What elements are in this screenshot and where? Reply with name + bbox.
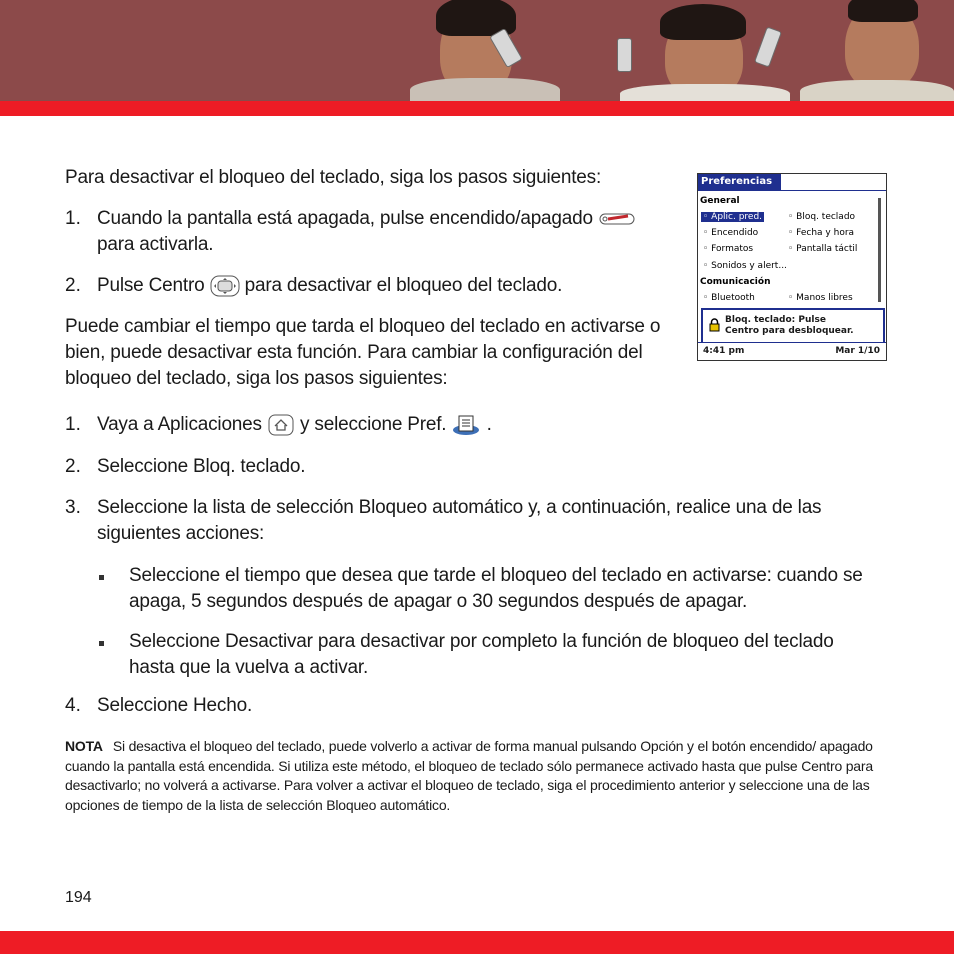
screen-item-pantalla: ◦ Pantalla táctil [788,244,858,254]
screen-item-label: Bluetooth [711,293,755,303]
step-text-line2: para activarla. [97,234,214,255]
power-button-icon [598,210,638,228]
screen-title-rule [698,190,886,191]
step-text-part: y seleccione Pref. [300,414,447,435]
step-text [97,273,562,299]
screen-time: 4:41 pm [703,346,745,356]
screen-item-manos: ◦ Manos libres [788,293,853,303]
header-banner [0,0,954,101]
screen-dialog-text [725,315,854,337]
intro-text: Para desactivar el bloqueo del teclado, siga los pasos siguientes: [65,167,602,188]
lock-icon [709,318,720,332]
screen-title: Preferencias [698,174,781,190]
step-number: 4. [65,695,81,716]
bullet-marker [99,575,104,580]
home-applications-icon [267,413,295,437]
screen-item-aplic: ◦ Aplic. pred. [703,212,763,222]
screen-item-bluetooth: ◦ Bluetooth [703,293,755,303]
screen-section-comm: Comunicación [700,277,771,287]
note-label: NOTA [65,738,103,754]
step-text-part: Pulse Centro [97,275,205,296]
step-text-part: Vaya a Aplicaciones [97,414,262,435]
step-text-line: Cuando la pantalla está apagada, pulse encendido/apagado [97,208,593,229]
footer-red-stripe [0,931,954,954]
screen-item-bloq: ◦ Bloq. teclado [788,212,856,222]
screen-item-encendido: ◦ Encendido [703,228,759,238]
paragraph-line: bloqueo del teclado, siga los pasos siguientes: [65,368,448,389]
step-text-part: para desactivar el bloqueo del teclado. [244,275,563,296]
screen-item-formatos: ◦ Formatos [703,244,754,254]
screen-item-label: Encendido [711,228,759,238]
preferences-app-icon [451,413,481,437]
bullet-text: Seleccione Desactivar para desactivar por completo la función de bloqueo del teclado [129,631,834,652]
person-shirt-3 [800,80,954,101]
bullet-text-line2: hasta que la vuelva a activar. [129,657,369,678]
step-number: 3. [65,497,81,518]
person-hair-2 [660,4,746,40]
step-text-part: . [486,414,492,435]
step-text [97,206,638,232]
screen-section-general: General [700,196,740,206]
screen-item-label: Sonidos y alert... [711,261,787,271]
step-text: Seleccione la lista de selección Bloqueo automático y, a continuación, realice una de las [97,497,822,518]
page-number: 194 [65,889,92,906]
screen-item-fecha: ◦ Fecha y hora [788,228,855,238]
note-text: Si desactiva el bloqueo del teclado, puede volverlo a activar de forma manual pulsando Opción y el botón encendido/ apagado cuando la pantalla está encendida. Si utiliza este método, el bloqueo de teclado sólo permanece activado hasta que pulse Centro para desactivarlo; no volverá a activarse. Para volver a activar el bloqueo de teclado, siga el procedimiento anterior y seleccione una de las opciones de tiempo de la lista de selección Bloqueo automático. [65,738,873,813]
screen-dialog-line: Centro para desbloquear. [725,326,854,336]
bullet-text-line2: apaga, 5 segundos después de apagar o 30 segundos después de apagar. [129,591,748,612]
center-button-icon [210,275,240,297]
screen-status-bar [698,342,886,361]
step-text [97,412,492,438]
screen-item-label: Fecha y hora [796,228,855,238]
bullet-marker [99,641,104,646]
screen-dialog-line: Bloq. teclado: Pulse [725,315,826,325]
step-number: 1. [65,208,81,229]
screen-item-label: Bloq. teclado [796,212,856,222]
phone-image-2 [617,38,632,72]
phone-image-3 [754,26,782,67]
header-red-stripe [0,101,954,116]
person-hair-3 [848,0,918,22]
person-shirt-2 [620,84,790,101]
paragraph-line: bien, puede desactivar esta función. Para cambiar la configuración del [65,342,643,363]
person-shirt-1 [410,78,560,101]
screen-item-sonidos: ◦ Sonidos y alert... [703,261,787,271]
step-text-line2: siguientes acciones: [97,523,265,544]
paragraph-line: Puede cambiar el tiempo que tarda el bloqueo del teclado en activarse o [65,316,661,337]
screen-item-label: Manos libres [796,293,853,303]
screen-item-label: Formatos [711,244,754,254]
bullet-text: Seleccione el tiempo que desea que tarde el bloqueo del teclado en activarse: cuando se [129,565,863,586]
step-number: 2. [65,456,81,477]
screen-item-label: Aplic. pred. [711,212,763,222]
step-text: Seleccione Hecho. [97,695,253,716]
step-number: 1. [65,414,81,435]
device-screenshot [697,173,887,361]
screen-scrollbar [878,198,881,302]
screen-date: Mar 1/10 [835,346,880,356]
step-text: Seleccione Bloq. teclado. [97,456,306,477]
step-number: 2. [65,275,81,296]
screen-item-label: Pantalla táctil [796,244,858,254]
note-block [65,737,895,815]
